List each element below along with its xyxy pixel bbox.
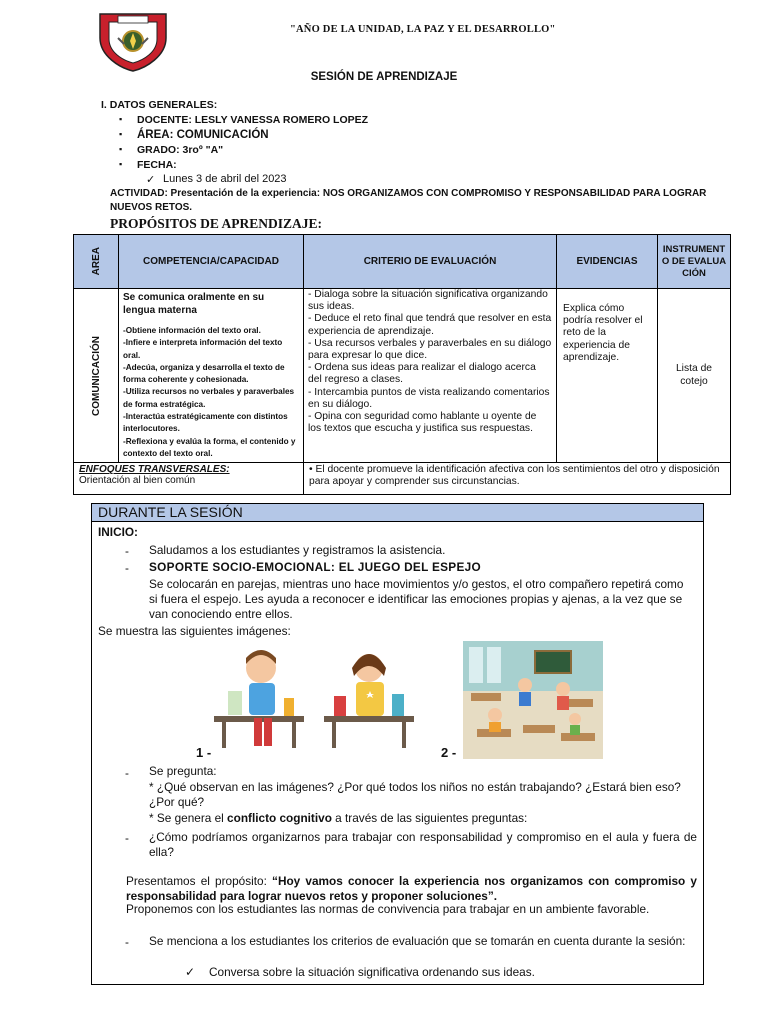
dash-bullet: - [125,766,129,780]
criterio-item: - Opina con seguridad como hablante u oyente de los textos que escucha y justifica sus respuestas. [308,411,537,435]
muestra-text: Se muestra las siguientes imágenes: [98,624,291,638]
table-header-row [74,235,731,289]
propositos-heading: PROPÓSITOS DE APRENDIZAJE: [110,216,323,231]
page-title: SESIÓN DE APRENDIZAJE [310,71,458,83]
enfoques-row [74,463,731,495]
normas-text: Proponemos con los estudiantes las normas de convivencia para trabajar en un ambiente favorable. [126,902,650,916]
instrumento-text: Lista de cotejo [675,363,713,387]
dash-bullet: - [125,935,129,949]
docente-item: ▪ DOCENTE: LESLY VANESSA ROMERO LOPEZ [137,114,368,126]
criterio-item: - Intercambia puntos de vista realizando comentarios en su diálogo. [308,386,550,410]
capacidad-item: -Adecúa, organiza y desarrolla el texto de forma coherente y cohesionada. [123,362,285,385]
evidencia-text: Explica cómo podría resolver el reto de la experiencia de aprendizaje. [563,303,643,363]
capacidad-item: -Infiere e interpreta información del texto oral. [123,338,283,360]
area-item: ▪ ÁREA: COMUNICACIÓN [137,129,269,141]
session-heading: DURANTE LA SESIÓN [92,504,703,522]
criterio-item: - Ordena sus ideas para realizar el dialogo acerca del regreso a clases. [308,362,536,386]
question-3: ¿Cómo podríamos organizarnos para trabajar con responsabilidad y compromiso en el aula y fuera de ella? [149,830,697,859]
learning-purposes-table [73,234,731,495]
capacidad-item: -Utiliza recursos no verbales y paraverbales de forma estratégica. [123,387,295,409]
dash-bullet: - [125,544,129,558]
soporte-text: Se colocarán en parejas, mientras uno hace movimientos y/o gestos, el otro compañero repetirá como si fuera el espejo. Les ayuda a reconocer e identificar las emociones propias y ajenas, a la vez que se van conociendo entre ellos. [149,577,684,621]
checkmark-icon: ✓ [185,965,195,979]
dash-bullet: - [125,831,129,845]
soporte-title: SOPORTE SOCIO-EMOCIONAL: EL JUEGO DEL ESPEJO [149,560,481,574]
fecha-item: ▪ FECHA: [137,159,177,171]
checkmark-icon: ✓ [146,174,156,186]
capacidad-item: -Reflexiona y evalúa la forma, el contenido y contexto del texto oral. [123,436,296,458]
criterio-cell [304,289,557,463]
image-label-2: 2 - [441,745,457,760]
pregunta-label: Se pregunta: [149,764,217,778]
table-row [74,289,731,463]
session-box [91,503,704,985]
school-logo [96,8,170,72]
criterio-header: CRITERIO DE EVALUACIÓN [304,235,557,289]
capacidad-item: -Obtiene información del texto oral. [123,326,261,335]
enfoque-name: Orientación al bien común [79,475,196,487]
instrumento-header: INSTRUMENTO DE EVALUACIÓN [658,235,731,289]
enfoques-cell [74,463,304,495]
area-cell: COMUNICACIÓN [74,289,119,463]
year-motto: "AÑO DE LA UNIDAD, LA PAZ Y EL DESARROLLO" [290,24,556,35]
enfoque-description: • El docente promueve la identificación afectiva con los sentimientos del otro y disposición para apoyar y comprender sus circunstancias. [309,464,720,488]
saludo-text: Saludamos a los estudiantes y registramos la asistencia. [149,543,446,557]
instrumento-cell [658,289,731,463]
check-item: Conversa sobre la situación significativa ordenando sus ideas. [209,965,535,979]
competencia-header: COMPETENCIA/CAPACIDAD [119,235,304,289]
evidencia-cell [557,289,658,463]
image-label-1: 1 - [196,745,212,760]
question-1: * ¿Qué observan en las imágenes? ¿Por qué todos los niños no están trabajando? ¿Estará bien eso? ¿Por qué? [149,780,681,809]
capacidad-item: -Interactúa estratégicamente con distintos interlocutores. [123,412,288,434]
enfoque-desc-cell [304,463,731,495]
general-data-heading: I. DATOS GENERALES: [101,99,218,111]
competencia-cell [119,289,304,463]
inicio-label: INICIO: [98,525,138,539]
criterio-item: - Deduce el reto final que tendrá que resolver en esta experiencia de aprendizaje. [308,313,552,337]
classroom-image [463,641,603,759]
dash-bullet: - [125,561,129,575]
question-2: * Se genera el conflicto cognitivo a través de las siguientes preguntas: [149,811,528,825]
fecha-value: Lunes 3 de abril del 2023 [163,173,287,185]
activity-line-1: ACTIVIDAD: Presentación de la experiencia: NOS ORGANIZAMOS CON COMPROMISO Y RESPONSABILIDAD PARA LOGRAR [110,188,707,199]
evidencias-header: EVIDENCIAS [557,235,658,289]
activity-line-2: NUEVOS RETOS. [110,202,193,213]
area-header: AREA [74,235,119,289]
children-at-desk-image [214,646,414,748]
proposito-text: Presentamos el propósito: “Hoy vamos conocer la experiencia nos organizamos con compromiso y responsabilidad para lograr nuevos retos y proponer soluciones”. [126,874,697,903]
criterio-item: - Usa recursos verbales y paraverbales en su diálogo para expresar lo que dice. [308,337,552,362]
competencia-title: Se comunica oralmente en su lengua materna [123,292,265,316]
grado-item: ▪ GRADO: 3roº "A" [137,144,223,156]
criterio-item: - Dialoga sobre la situación significativa organizando sus ideas. [308,289,548,313]
enfoques-label: ENFOQUES TRANSVERSALES: [79,464,230,476]
criterios-text: Se menciona a los estudiantes los criterios de evaluación que se tomarán en cuenta durante la sesión: [149,934,686,948]
